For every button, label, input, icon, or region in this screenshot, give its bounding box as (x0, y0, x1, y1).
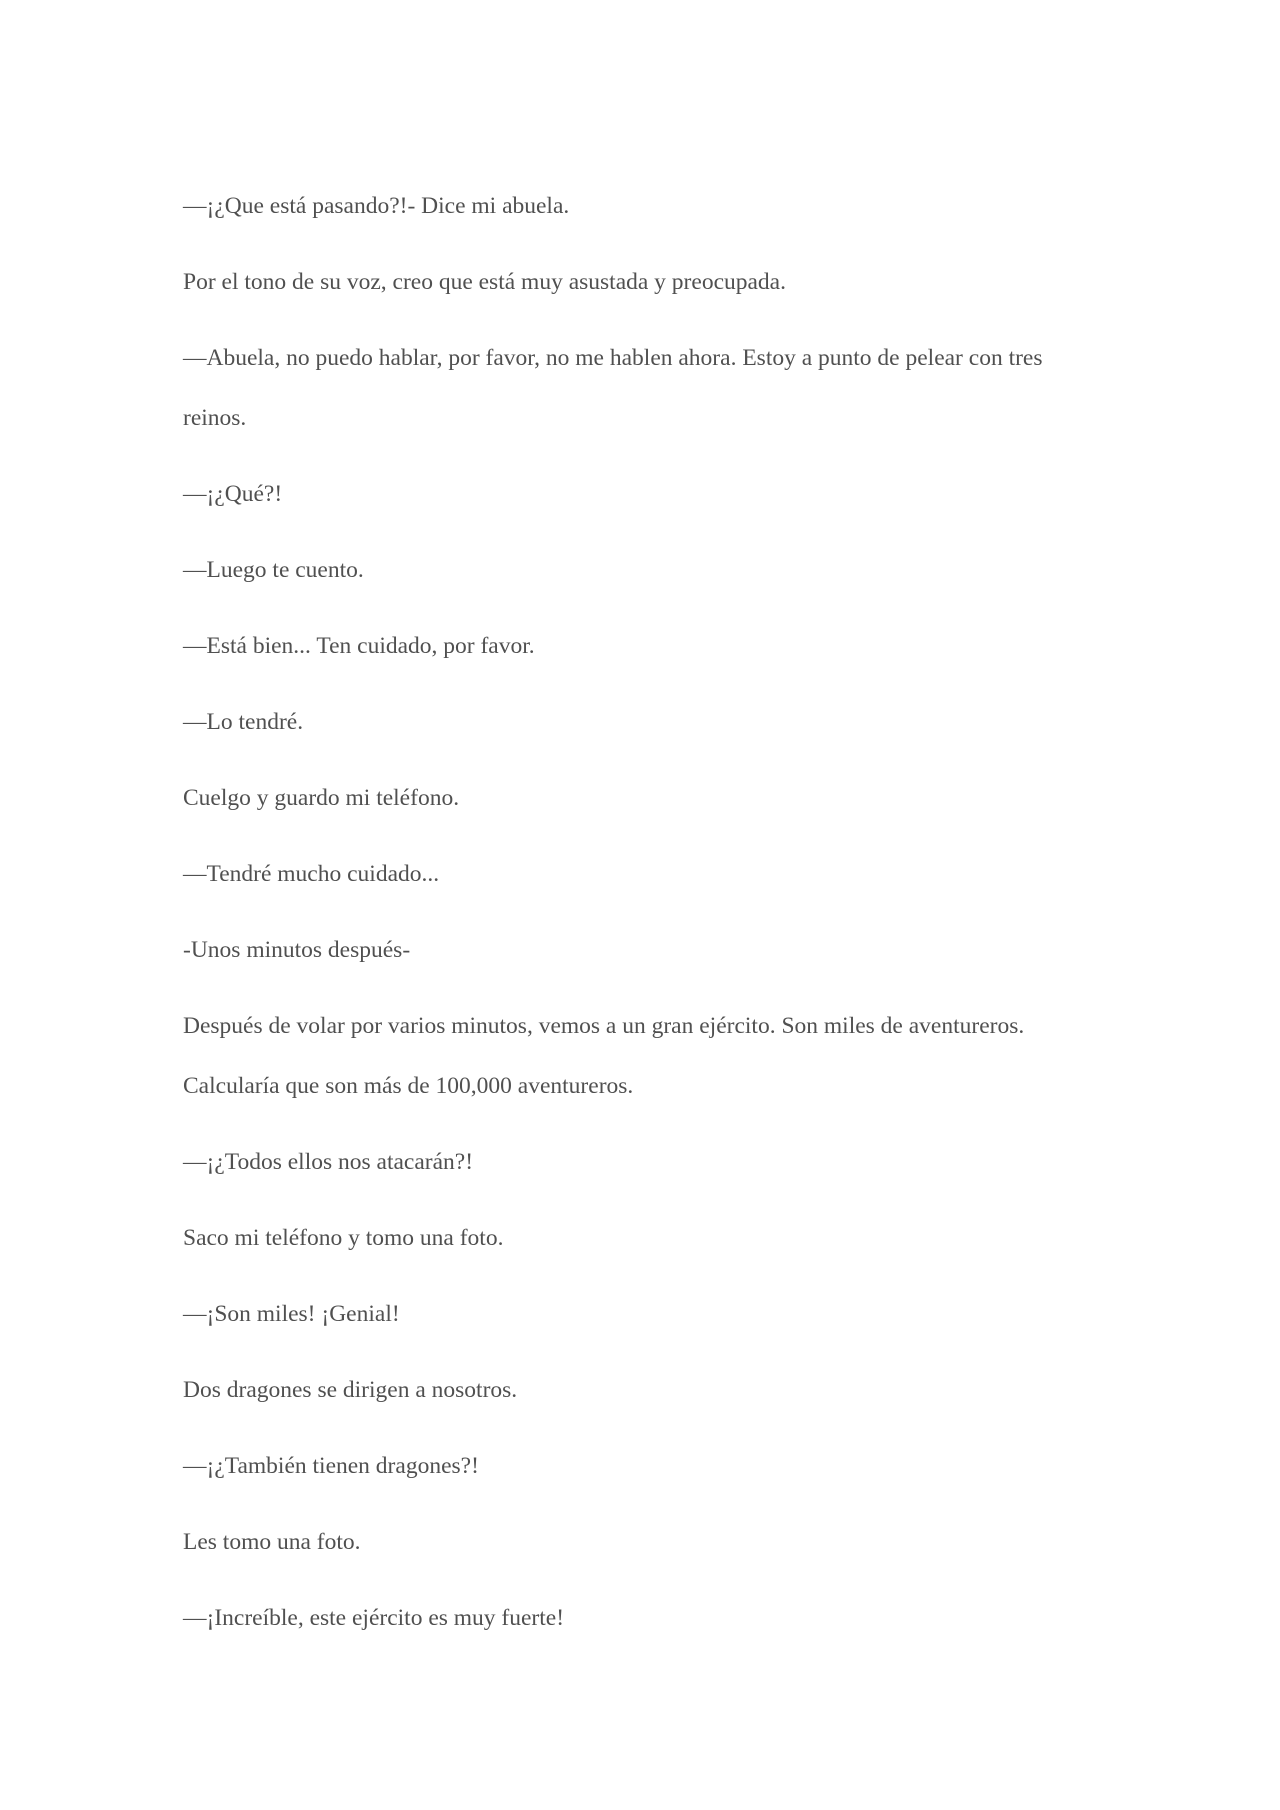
paragraph: —Está bien... Ten cuidado, por favor. (183, 633, 535, 659)
paragraph: -Unos minutos después- (183, 937, 411, 963)
paragraph: —¡¿Que está pasando?!- Dice mi abuela. (183, 193, 570, 219)
paragraph: Después de volar por varios minutos, vemos a un gran ejército. Son miles de aventureros. Calcularía que son más de 100,000 aventureros. (183, 1013, 1025, 1099)
paragraph: —Lo tendré. (183, 709, 304, 735)
paragraph: —¡Increíble, este ejército es muy fuerte! (183, 1605, 565, 1631)
paragraph: Les tomo una foto. (183, 1529, 361, 1555)
paragraph: —Abuela, no puedo hablar, por favor, no me hablen ahora. Estoy a punto de pelear con tres reinos. (183, 345, 1043, 431)
paragraph: —Luego te cuento. (183, 557, 364, 583)
paragraph: —¡¿Qué?! (183, 481, 283, 507)
paragraph: Dos dragones se dirigen a nosotros. (183, 1377, 518, 1403)
paragraph: —¡¿Todos ellos nos atacarán?! (183, 1149, 474, 1175)
paragraph: Saco mi teléfono y tomo una foto. (183, 1225, 504, 1251)
paragraph: Por el tono de su voz, creo que está muy asustada y preocupada. (183, 269, 786, 295)
paragraph: —¡Son miles! ¡Genial! (183, 1301, 400, 1327)
paragraph: —Tendré mucho cuidado... (183, 861, 440, 887)
paragraph: —¡¿También tienen dragones?! (183, 1453, 479, 1479)
paragraph: Cuelgo y guardo mi teléfono. (183, 785, 460, 811)
document-body (183, 176, 1103, 1664)
